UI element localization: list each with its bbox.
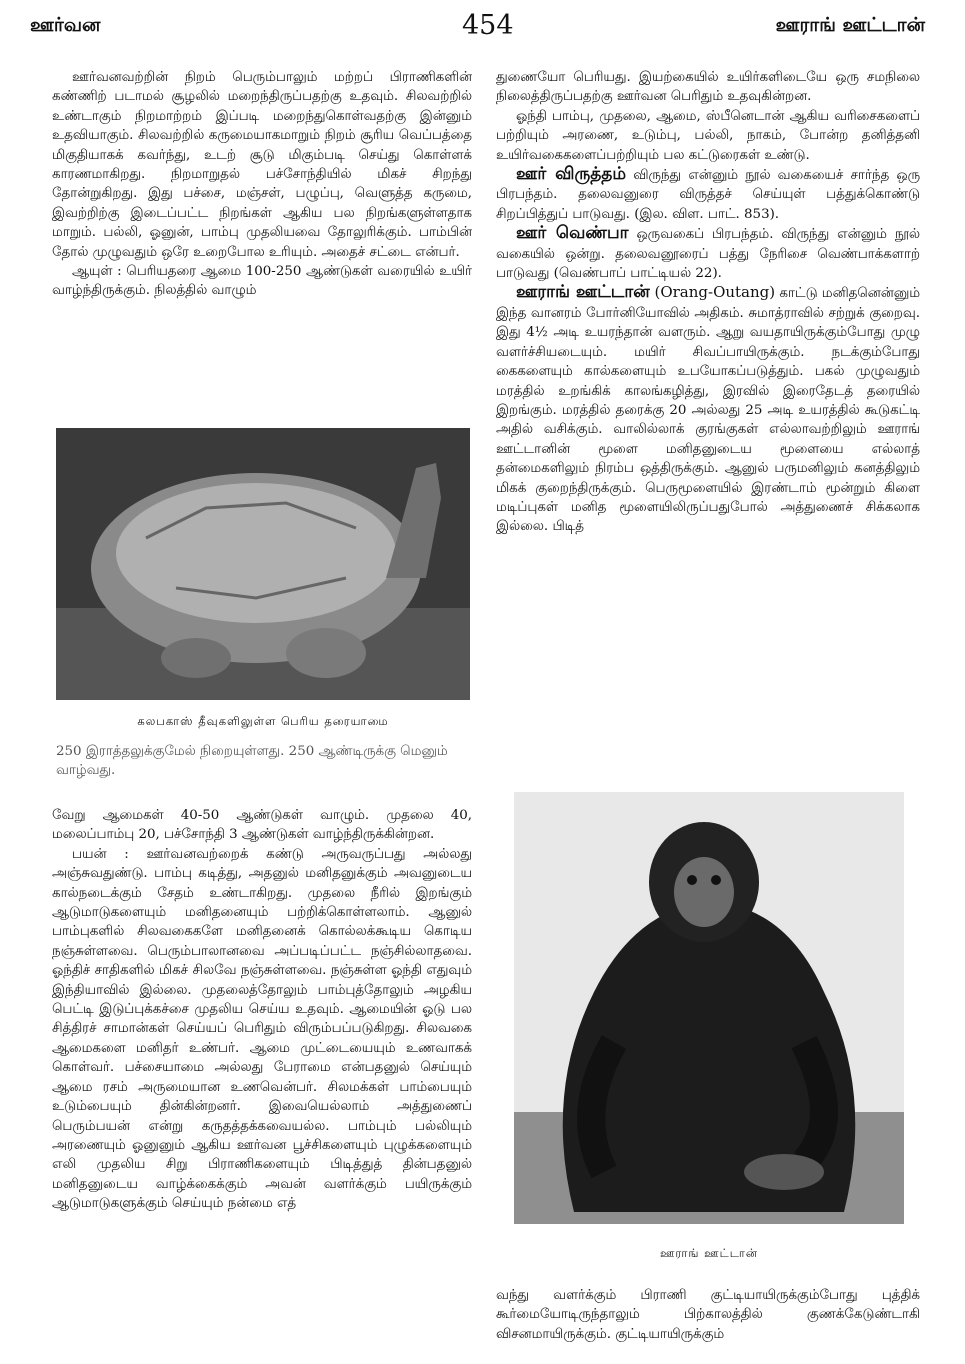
right-column-bottom [496,1286,920,1344]
paragraph: வந்து வளர்க்கும் பிராணி குட்டியாயிருக்கும்போது புத்திக் கூர்மையோடிருந்தாலும் பிற்காலத்தில் குணக்கேடுண்டாகி விசனமாயிருக்கும். குட்டியாயிருக்கும் [496,1288,920,1342]
running-head-left: ஊர்வன [30,14,101,36]
paragraph: துணையோ பெரியது. இயற்கையில் உயிர்களிடையே ஒரு சமநிலை நிலைத்திருப்பதற்கு ஊர்வன பெரிதும் உதவுகின்றன. [496,70,920,105]
tortoise-note: 250 இராத்தலுக்குமேல் நிறையுள்ளது. 250 ஆண்டிருக்கு மெனும் வாழ்வது. [56,744,448,778]
entry-text: ஒருவகைப் பிரபந்தம். விருந்து என்னும் நூல் வகையில் ஒன்று. தலைவனூரைப் பத்து நேரிசை வெண்பாக்களாற் பாடுவது (வெண்பாப் பாட்டியல் 22). [496,227,920,282]
tortoise-caption: கலபகாஸ் தீவுகளிலுள்ள பெரிய தரையாமை [137,714,389,728]
entry-orangutan [496,283,920,536]
running-head-right: ஊராங் ஊட்டான் [775,14,925,36]
orangutan-illustration [514,792,904,1224]
tortoise-photo [56,428,470,700]
left-column-bottom [52,806,472,1214]
entry-ur-viruttham [496,165,920,224]
right-column-top [496,68,920,537]
paragraph: ஆயுள் : பெரியதரை ஆமை 100-250 ஆண்டுகள் வரையில் உயிர் வாழ்ந்திருக்கும். நிலத்தில் வாழும் [52,264,472,299]
orangutan-photo [514,792,904,1224]
tortoise-illustration [56,428,470,700]
entry-latin-name: (Orang-Outang) [649,283,776,302]
paragraph: வேறு ஆமைகள் 40-50 ஆண்டுகள் வாழும். முதலை 40, மலைப்பாம்பு 20, பச்சோந்தி 3 ஆண்டுகள் வாழ்ந்திருக்கின்றன. [52,808,472,843]
left-column-top [52,68,472,301]
entry-heading: ஊர் வெண்பா [516,223,629,244]
entry-heading: ஊராங் ஊட்டான் [516,282,650,303]
entry-text: காட்டு மனிதனென்னும் இந்த வானரம் போர்னியோவில் அதிகம். சுமாத்ராவில் சற்றுக் குறைவு. இது 4½ அடி உயரந்தான் வளரும். ஆறு வயதாயிருக்கும்போது முழு வளர்ச்சியடையும். மயிர் சிவப்பாயிருக்கும். நடக்கும்போது கைகளையும் கால்களையும் உபயோகப்படுத்தும். பகல் முழுவதும் மரத்தில் உறங்கிக் காலங்கழித்து, இரவில் இரைதேடத் தரையில் இறங்கும். மரத்தில் தரைக்கு 20 அல்லது 25 அடி உயரத்தில் கூடுகட்டி அதில் வசிக்கும். வாலில்லாக் குரங்குகள் எல்லாவற்றிலும் ஊராங் ஊட்டானின் மூளை மனிதனுடைய மூளையை எல்லாத் தன்மைகளிலும் நிரம்ப ஒத்திருக்கும். ஆனுல் பருமனிலும் கனத்திலும் மிகக் குறைந்திருக்கும். பெருமூளையில் இரண்டாம் மூன்றும் கிளை மடிப்புகள் மனித மூளையிலிருப்பதுபோல் அத்துணைச் சிக்கலாக இல்லை. பிடித் [496,286,921,535]
entry-text: விருந்து என்னும் நூல் வகையைச் சார்ந்த ஒரு பிரபந்தம். தலைவனுரை விருத்தச் செய்யுள் பத்துக்கொண்டு சிறப்பித்துப் பாடுவது. (இல. விள. பாட். 853). [496,168,921,222]
entry-ur-venba [496,224,920,283]
paragraph: பயன் : ஊர்வனவற்றைக் கண்டு அருவருப்பது அல்லது அஞ்சுவதுண்டு. பாம்பு கடித்து, அதனுல் மனிதனுக்கும் அவனுடைய கால்நடைக்கும் சேதம் உண்டாகிறது. முதலை நீரில் இறங்கும் ஆடுமாடுகளையும் மனிதனையும் பற்றிக்கொள்ளலாம். ஆனுல் பாம்புகளில் சிலவகைகளே மனிதனைக் கொல்லக்கூடிய கொடிய நஞ்சுள்ளவை. பெரும்பாலானவை அப்படிப்பட்ட நஞ்சில்லாதவை. ஓந்திச் சாதிகளில் மிகச் சிலவே நஞ்சுள்ளவை. நஞ்சுள்ள ஓந்தி எதுவும் இந்தியாவில் இல்லை. முதலைத்தோலும் பாம்புத்தோலும் அழகிய பெட்டி இடுப்புக்கச்சை முதலிய செய்ய உதவும். ஆமையின் ஓடு பல சித்திரச் சாமான்கள் செய்யப் பெரிதும் விரும்பப்படுகிறது. சிலவகை ஆமைகளை மனிதர் உண்பர். ஆமை முட்டையையும் உணவாகக் கொள்வர். பச்சையாமை அல்லது பேராமை என்பதனுல் செய்யும் ஆமை ரசம் அருமையான உணவென்பர். சிலமக்கள் பாம்பையும் உடும்பையும் தின்கின்றனர். இவையெல்லாம் அத்துணைப் பெரும்பயன் என்று கருதத்தக்கவையல்ல. பாம்பும் பல்லியும் அரணையும் ஓனுனும் ஆகிய ஊர்வன பூச்சிகளையும் புழுக்களையும் எலி முதலிய சிறு பிராணிகளையும் பிடித்துத் தின்பதனுல் மனிதனுடைய வாழ்க்கைக்கும் அவன் வளர்க்கும் பயிருக்கும் ஆடுமாடுகளுக்கும் செய்யும் நன்மை எத் [52,846,472,1212]
orangutan-caption: ஊராங் ஊட்டான் [659,1246,759,1260]
entry-heading: ஊர் விருத்தம் [516,164,627,185]
paragraph: ஓந்தி பாம்பு, முதலை, ஆமை, ஸ்பீனெடான் ஆகிய வரிசைகளைப் பற்றியும் அரணை, உடும்பு, பல்லி, நாகம், போன்ற தனித்தனி உயிர்வகைகளைப்பற்றியும் பல கட்டுரைகள் உண்டு. [496,108,920,163]
paragraph: ஊர்வனவற்றின் நிறம் பெரும்பாலும் மற்றப் பிராணிகளின் கண்ணிற் படாமல் சூழலில் மறைந்திருப்பதற்கு உதவும். சிலவற்றில் உண்டாகும் நிறமாற்றம் இப்படி மறைந்துகொள்வதற்கு இன்னும் உதவியாகும். சிலவற்றில் கருமையாகமாறும் நிறம் சூரிய வெப்பத்தை மிகுதியாகக் கவர்ந்து, உடற் சூடு மிகும்படி செய்து கொள்ளக் காரணமாகிறது. நிறமாறுதல் பச்சோந்தியில் மிகச் சிறந்து தோன்றுகிறது. இது பச்சை, மஞ்சள், பழுப்பு, வெளுத்த கருமை, இவற்றிற்கு இடைப்பட்ட நிறங்கள் ஆகிய பல நிறங்களுள்ளதாக மாறும். பல்லி, ஓனுன், பாம்பு முதலியவை தோலுரிக்கும். பாம்பின் தோல் முழுவதும் ஒரே உறைபோல உரியும். அதைச் சட்டை என்பர். [52,70,472,260]
page-number: 454 [462,10,514,41]
